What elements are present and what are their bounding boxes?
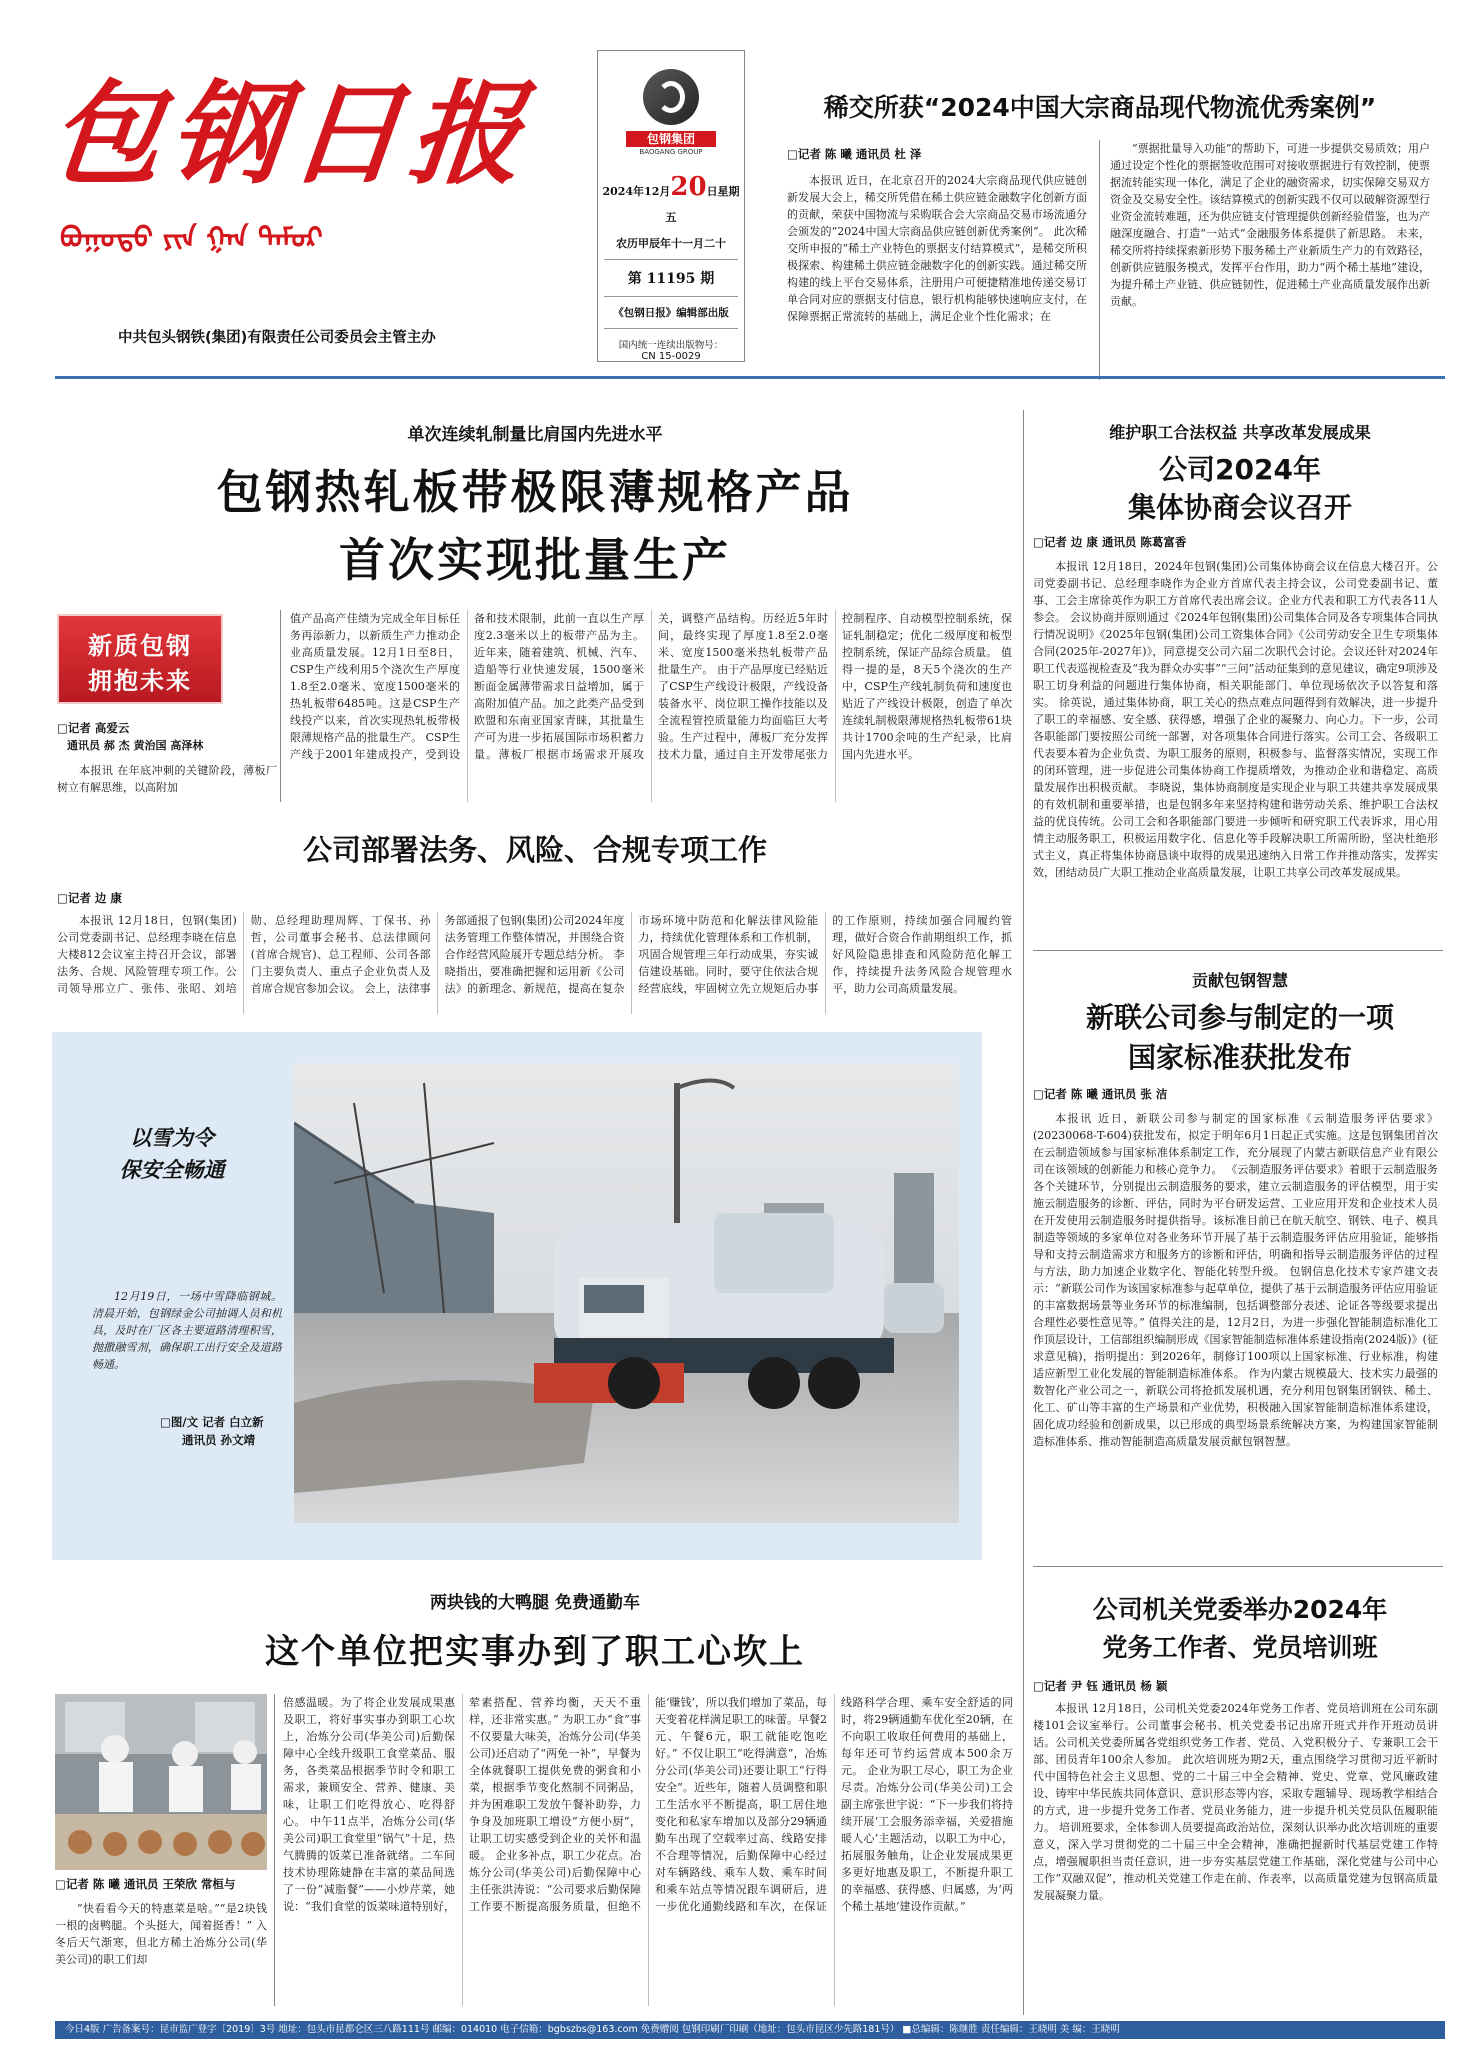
badge-new-quality: 新质包钢 拥抱未来 [57,614,223,704]
logo-icon [643,69,699,125]
hotroll-byline-2: 通讯员 郝 杰 黄治国 高泽林 [67,739,204,752]
top-story-col2: “票据批量导入功能”的帮助下，可进一步提供交易质效；用户通过设定个性化的票据签收范围可对接收票据进行有效控制，使票据流转能实现一体化，满足了企业的融资需求，切实保障交易双方资金及交易安全性。该结算模式的创新实践不仅可以破解资源型行业资金流转难题，还为供应链支付管理提供创新经验借鉴，也为产融深度融合、打造“一站式”金融服务体系提供了新思路。 未来，稀交所将持续探索新形势下服务稀土产业新质生产力的有效路径，创新供应链服务模式，发挥平台作用，助力“两个稀土基地”建设，为提升稀土产业链、供应链韧性，促进稀土产业高质量发展作出新贡献。 [1110,142,1430,308]
canteen-kicker: 两块钱的大鸭腿 免费通勤车 [430,1593,640,1613]
hotroll-headline-1: 包钢热轧板带极限薄规格产品 [216,465,854,519]
canteen-headline: 这个单位把实事办到了职工心坎上 [265,1632,805,1672]
union-headline-2: 集体协商会议召开 [1127,491,1352,524]
footer-bar [55,2021,1445,2039]
legal-byline: □记者 边 康 [57,891,122,905]
snow-credit-2: 通讯员 孙文靖 [182,1433,256,1447]
top-story-col1: 本报讯 近日，在北京召开的2024大宗商品现代供应链创新发展大会上，稀交所凭借在稀土供应链金融数字化创新方面的贡献，荣获中国物流与采购联合会大宗商品交易市场流通分会颁发的“2024中国大宗商品供应链创新优秀案例”。 此次稀交所申报的“稀土产业特色的票据支付结算模式”，是稀交所积极探索、构建稀土供应链金融数字化的创新实践。通过稀交所构建的线上平台交易体系，注册用户可便捷精准地传递交易订单合同对应的票据支付信息，银行机构能够快速响应支付，在保障票据正常流转的基础上，满足企业个性化需求；在 [787,174,1087,323]
issue-number: 第 11195 期 [627,271,715,287]
standard-headline-2: 国家标准获批发布 [1127,1041,1352,1074]
masthead-title: 包钢日报 [43,69,537,200]
logo-label: 包钢集团 [626,131,716,147]
snow-credit-1: □图/文 记者 白立新 [160,1415,264,1429]
hotroll-kicker: 单次连续轧制量比肩国内先进水平 [407,425,663,445]
union-body: 本报讯 12月18日，2024年包钢(集团)公司集体协商会议在信息大楼召开。公司党委副书记、总经理李晓作为企业方首席代表主持会议，公司党委副书记、董事、工会主席徐英作为职工方首席代表出席会议。企业方代表和职工方代表各11人参会。 会议协商并原则通过《2024年包钢(集团)公司集体合同及各专项集体合同执行情况说明》《2025年包钢(集团)公司工资集体合同》《公司劳动安全卫生专项集体合同(2025年-2027年)》，同意提交公司六届二次职代会讨论。会议还针对2024年职工代表巡视检查及“我为群众办实事”“三问”活动征集到的意见建议，确定9项涉及职工切身利益的问题进行集体协商，相关职能部门、单位现场依次予以答复和落实。 徐英说，通过集体协商，职工关心的热点难点问题得到有效解决，进一步提升了职工的幸福感、安全感、获得感，增强了企业的凝聚力、向心力。下一步，公司各职能部门要按照公司统一部署，对各项集体合同进行落实。公司工会、各级职工代表要本着为企业负责、为职工服务的原则，积极参与、监督落实情况，实现工作的闭环管理，进一步促进公司集体协商工作提质增效，为推动企业和谐稳定、高质量发展作出积极贡献。 李晓说，集体协商制度是实现企业与职工共建共享发展成果的有效机制和重要举措，也是包钢多年来坚持构建和谐劳动关系、维护职工合法权益的优良传统。公司工会和各职能部门要进一步倾听和研究职工代表诉求，用心用情主动服务职工，积极运用数字化、信息化等手段解决职工所需所盼，坚决杜绝形式主义，真正将集体协商恳谈中取得的成果迅速纳入日常工作并推动落实，发挥实效，团结动员广大职工推动企业高质量发展，让职工共享公司改革发展成果。 [1033,560,1438,879]
snow-caption: 12月19日，一场中雪降临钢城。清晨开始，包钢绿金公司抽调人员和机具，及时在厂区各主要道路清理积雪，抛撒融雪剂，确保职工出行安全及道路畅通。 [92,1290,282,1371]
standard-kicker: 贡献包钢智慧 [1191,971,1288,990]
union-kicker: 维护职工合法权益 共享改革发展成果 [1109,423,1371,442]
date-box [597,50,745,362]
snow-title-2: 保安全畅通 [119,1157,225,1182]
masthead-rule [55,376,1445,379]
top-story-byline: □记者 陈 曦 通讯员 杜 泽 [787,147,922,161]
union-headline-1: 公司2024年 [1159,453,1321,486]
canteen-byline: □记者 陈 曦 通讯员 王荣欣 常桓与 [55,1877,236,1891]
hotroll-body: 值产品高产佳绩为完成全年目标任务再添新力，以新质生产力推动企业高质量发展。12月1日至8日，CSP生产线利用5个浇次生产厚度1.8至2.0毫米、宽度1500毫米的热轧板带6485吨。这是CSP生产线投产以来，首次实现热轧板带极限薄规格产品的批量生产。 CSP生产线于2001年建成投产，受到设备和技术限制，此前一直以生产厚度2.3毫米以上的板带产品为主。近年来，随着建筑、机械、汽车、造船等行业快速发展，1500毫米断面金属薄带需求日益增加，属于高附加值产品。加之此类产品受到欧盟和东南亚国家青睐，其批量生产可为进一步拓展国际市场积蓄力量。薄板厂根据市场需求开展攻关，调整产品结构。历经近5年时间，最终实现了厚度1.8至2.0毫米、宽度1500毫米热轧板带产品批量生产。 由于产品厚度已经贴近了CSP生产线设计极限，产线设备装备水平、岗位职工操作技能以及全流程管控质量能力均面临巨大考验。生产过程中，薄板厂充分发挥技术力量，通过自主开发带尾张力控制程序、自动模型控制系统，保证轧制稳定；优化二级厚度和板型控制系统，保证产品综合质量。 值得一提的是，8天5个浇次的生产中，CSP生产线轧制负荷和速度也贴近了产线设计极限，创造了单次连续轧制极限薄规格热轧板带61块共计1700余吨的生产纪录，比肩国内先进水平。 [290,612,1012,761]
cn-label: 国内统一连续出版物号： [618,340,724,351]
canteen-body: 倍感温暖。为了将企业发展成果惠及职工，将好事实事办到职工心坎上，冶炼分公司(华美公司)后勤保障中心全线升级职工食堂菜品、服务，各类菜品根据季节时令和职工需求，兼顾安全、营养、健康、美味，让职工们吃得放心、吃得舒心。 中午11点半，冶炼分公司(华美公司)职工食堂里“锅气”十足，热气腾腾的饭菜已准备就绪。二车间技术协理陈婕静在丰富的菜品间选了一份“减脂餐”——小炒芹菜，她说：“我们食堂的饭菜味道特别好，荤素搭配、营养均衡，天天不重样，还非常实惠。” 为职工办“食”事不仅要量大味美，冶炼分公司(华美公司)还启动了“两免一补”，早餐为全体就餐职工提供免费的粥食和小菜，根据季节变化熬制不同粥品，并为困难职工发放午餐补助券，力争身及加班职工增设“方便小厨”，让职工切实感受到企业的关怀和温暖。 企业多补点，职工少花点。冶炼分公司(华美公司)后勤保障中心主任张洪涛说：“公司要求后勤保障工作要不断提高服务质量，但绝不能‘赚钱’，所以我们增加了菜品，每天变着花样满足职工的味蕾。早餐2元、午餐6元，职工就能吃饱吃好。” 不仅让职工“吃得满意”，冶炼分公司(华美公司)还要让职工“行得安全”。近些年，随着人员调整和职工生活水平不断提高，职工居住地变化和私家车增加以及部分29辆通勤车出现了空载率过高、线路安排不合理等情况，后勤保障中心经过对车辆路线、乘车人数、乘车时间和乘车站点等情况跟车调研后，进一步优化通勤线路和车次，在保证线路科学合理、乘车安全舒适的同时，将29辆通勤车优化至20辆，在不向职工收取任何费用的基础上，每年还可节约运营成本500余万元。 企业为职工尽心，职工为企业尽责。冶炼分公司(华美公司)工会副主席张世宇说：“下一步我们将持续开展‘工会服务添幸福，关爱措施暖人心’主题活动，以职工为中心，拓展服务触角，让企业发展成果更多更好地惠及职工，不断提升职工的幸福感、获得感、归属感，为‘两个稀土基地’建设作贡献。” [283,1696,1013,1913]
top-story-headline: 稀交所获“2024中国大宗商品现代物流优秀案例” [823,93,1377,122]
party-headline-1: 公司机关党委举办2024年 [1092,1595,1388,1624]
hotroll-byline-1: □记者 高爱云 [57,721,130,735]
party-byline: □记者 尹 钰 通讯员 杨 颖 [1033,1679,1168,1693]
canteen-lead: “快看看今天的特惠菜是啥。”“是2块钱一根的卤鸭腿。个头挺大，闻着挺香！” 入冬后天气渐寒，但北方稀土冶炼分公司(华美公司)的职工们却 [55,1902,267,1966]
lunar-date: 农历甲辰年十一月二十 [616,237,726,250]
publisher: 《包钢日报》编辑部出版 [613,307,729,319]
hotroll-lead: 本报讯 在年底冲刺的关键阶段，薄板厂树立有解思维，以高附加 [57,764,277,794]
hotroll-headline-2: 首次实现批量生产 [339,533,731,587]
cn-number: CN 15-0029 [641,351,701,362]
legal-body: 本报讯 12月18日，包钢(集团)公司党委副书记、总经理李晓在信息大楼812会议室主持召开会议，部署法务、合规、风险管理专项工作。公司领导邢立广、张伟、张昭、刘培勋、总经理助理周辉、丁保书、孙哲，公司董事会秘书、总法律顾问(首席合规官)、总工程师、公司各部门主要负责人、重点子企业负责人及首席合规官参加会议。 会上，法律事务部通报了包钢(集团)公司2024年度法务管理工作整体情况，并围绕合资合作经营风险展开专题总结分析。 李晓指出，要准确把握和运用新《公司法》的新理念、新规范，提高在复杂市场环境中防范和化解法律风险能力，持续优化管理体系和工作机制，巩固合规管理三年行动成果，夯实诚信建设基础。同时，要守住依法合规经营底线，牢固树立先立规矩后办事的工作原则，持续加强合同履约管理，做好合资合作前期组织工作，抓好风险隐患排查和风险防范化解工作，持续提升法务风险合规管理水平，助力公司高质量发展。 [57,914,1012,995]
snow-truck-photo [294,1063,959,1523]
snow-title-1: 以雪为令 [130,1125,214,1150]
footer-text: 今日4版 广告备案号：昆市监广登字〔2019〕3号 地址：包头市昆都仑区三八路111号 邮编：014010 电子信箱：bgbszbs@163.com 免费赠阅 包钢印刷厂印刷（地址：包头市昆区少先路181号） ■总编辑：陈继胜 责任编辑：王晓明 美 编：王晓明 [65,2024,1120,2035]
masthead-mongolian: ᠪᠤᠭᠤᠲᠤ ᠶᠢᠨ ᠭᠠᠨ ᠲᠡᠮᠦᠷ [60,221,323,254]
issue-date: 2024年12月20日星期五 [602,172,740,224]
masthead-sponsor: 中共包头钢铁(集团)有限责任公司委员会主管主办 [118,330,436,346]
canteen-photo [55,1694,267,1870]
legal-headline: 公司部署法务、风险、合规专项工作 [302,833,767,867]
union-byline: □记者 边 康 通讯员 陈葛富香 [1033,535,1187,549]
standard-body: 本报讯 近日，新联公司参与制定的国家标准《云制造服务评估要求》(20230068-T-604)获批发布，拟定于明年6月1日起正式实施。这是包钢集团首次在云制造领域参与国家标准体系制定工作，充分展现了内蒙古新联信息产业有限公司在该领域的创新能力和核心竞争力。 《云制造服务评估要求》着眼于云制造服务各个关键环节，分别提出云制造服务的要求，建立云制造服务的评估模型，用于实施云制造服务的诊断、评估，同时为平台研发运营、工业应用开发和企业技术人员在开发使用云制造服务时提供指导。该标准目前已在航天航空、钢铁、电子、模具制造等领域的多家单位对各业务环节开展了基于云制造服务评估应用验证，能够指导和支持云制造需求方和服务方的诊断和评估，明确和指导云制造服务评估的过程与方法，助力加速企业数字化、智能化转型升级。 包钢信息化技术专家芦建文表示：“新联公司作为该国家标准参与起草单位，提供了基于云制造服务评估应用验证的丰富数据场景等业务环节的标准编制，包括调整部分表述、论证各等级要求提出合理性必要性意见等。” 值得关注的是，12月2日，为进一步强化智能制造标准化工作顶层设计，工信部组织编制形成《国家智能制造标准体系建设指南(2024版)》(征求意见稿)，指明提出：到2026年，制修订100项以上国家标准、行业标准，构建适应新型工业化发展的智能制造标准体系。 作为内蒙古规模最大、技术实力最强的数智化产业公司之一，新联公司将抢抓发展机遇，充分利用包钢集团钢铁、稀土、化工、矿山等丰富的生产场景和产业优势，积极融入国家智能制造标准体系建设，固化成功经验和创新成果，以已形成的典型场景系统解决方案，为构建国家智能制造标准体系、推动智能制造高质量发展贡献包钢智慧。 [1033,1112,1438,1448]
standard-byline: □记者 陈 曦 通讯员 张 洁 [1033,1087,1168,1101]
logo-sub: BAOGANG GROUP [639,148,703,156]
party-body: 本报讯 12月18日，公司机关党委2024年党务工作者、党员培训班在公司东副楼101会议室举行。公司董事会秘书、机关党委书记出席开班式并作开班动员讲话。公司机关党委所属各党组织党务工作者、党员、入党积极分子、专兼职工会干部、团员青年100余人参加。 此次培训班为期2天，重点围绕学习贯彻习近平新时代中国特色社会主义思想、党的二十届三中全会精神、党史、党章、党风廉政建设、铸牢中华民族共同体意识、意识形态等内容，采取专题辅导、现场教学相结合的方式，进一步提升党务工作者、党员业务能力，进一步提升机关党员队伍履职能力。 培训班要求，全体参训人员要提高政治站位，深刻认识举办此次培训班的重要意义，深入学习贯彻党的二十届三中全会精神，准确把握新时代基层党建工作特点，增强履职担当责任意识，进一步夯实基层党建工作基础，深化党建与公司中心工作“双融双促”，推动机关党建工作走在前、作表率，以高质量党建为包钢高质量发展凝聚力量。 [1033,1702,1438,1902]
party-headline-2: 党务工作者、党员培训班 [1102,1633,1378,1662]
standard-headline-1: 新联公司参与制定的一项 [1085,1001,1394,1034]
